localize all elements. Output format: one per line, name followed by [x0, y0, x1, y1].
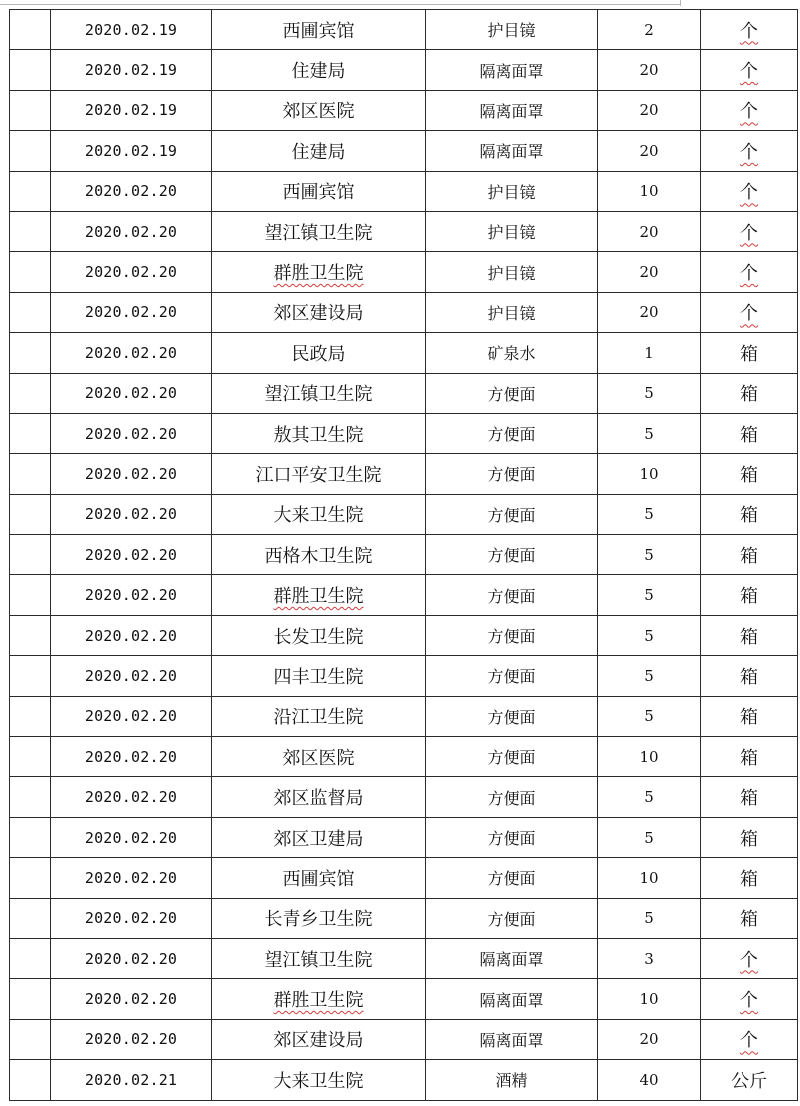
recipient-cell: 西格木卫生院 [212, 535, 426, 575]
unit-cell: 个 [701, 979, 798, 1019]
quantity-cell: 10 [598, 858, 701, 898]
item-cell: 方便面 [426, 696, 598, 736]
date-cell: 2020.02.20 [51, 292, 212, 332]
unit-cell: 箱 [701, 696, 798, 736]
quantity-cell: 5 [598, 413, 701, 453]
recipient-cell: 敖其卫生院 [212, 413, 426, 453]
unit-cell: 个 [701, 50, 798, 90]
recipient-cell: 郊区医院 [212, 90, 426, 130]
quantity-cell: 20 [598, 292, 701, 332]
item-cell: 方便面 [426, 413, 598, 453]
unit-cell: 个 [701, 938, 798, 978]
blank-cell [10, 938, 51, 978]
date-cell: 2020.02.20 [51, 938, 212, 978]
recipient-cell: 郊区建设局 [212, 1019, 426, 1059]
table-row [10, 1060, 798, 1100]
blank-cell [10, 737, 51, 777]
quantity-cell: 20 [598, 90, 701, 130]
unit-cell: 个 [701, 252, 798, 292]
quantity-cell: 10 [598, 171, 701, 211]
recipient-cell: 西圃宾馆 [212, 10, 426, 50]
recipient-cell: 郊区医院 [212, 737, 426, 777]
blank-cell [10, 10, 51, 50]
quantity-cell: 5 [598, 575, 701, 615]
table-row [10, 696, 798, 736]
unit-cell: 个 [701, 10, 798, 50]
table-row [10, 131, 798, 171]
blank-cell [10, 211, 51, 251]
quantity-cell: 10 [598, 979, 701, 1019]
table-row [10, 90, 798, 130]
item-cell: 护目镜 [426, 211, 598, 251]
recipient-cell: 郊区建设局 [212, 292, 426, 332]
table-row [10, 938, 798, 978]
blank-cell [10, 817, 51, 857]
unit-cell: 箱 [701, 898, 798, 938]
recipient-cell: 四丰卫生院 [212, 656, 426, 696]
table-row [10, 171, 798, 211]
blank-cell [10, 979, 51, 1019]
date-cell: 2020.02.20 [51, 333, 212, 373]
quantity-cell: 20 [598, 1019, 701, 1059]
unit-cell: 箱 [701, 373, 798, 413]
quantity-cell: 40 [598, 1060, 701, 1100]
date-cell: 2020.02.20 [51, 817, 212, 857]
recipient-cell: 住建局 [212, 131, 426, 171]
quantity-cell: 2 [598, 10, 701, 50]
quantity-cell: 5 [598, 817, 701, 857]
date-cell: 2020.02.19 [51, 90, 212, 130]
unit-cell: 箱 [701, 615, 798, 655]
item-cell: 护目镜 [426, 10, 598, 50]
recipient-cell: 江口平安卫生院 [212, 454, 426, 494]
date-cell: 2020.02.20 [51, 252, 212, 292]
date-cell: 2020.02.20 [51, 696, 212, 736]
quantity-cell: 10 [598, 454, 701, 494]
table-row [10, 858, 798, 898]
unit-cell: 箱 [701, 535, 798, 575]
item-cell: 方便面 [426, 575, 598, 615]
unit-cell: 个 [701, 171, 798, 211]
date-cell: 2020.02.20 [51, 656, 212, 696]
table-row [10, 292, 798, 332]
unit-cell: 公斤 [701, 1060, 798, 1100]
blank-cell [10, 292, 51, 332]
item-cell: 方便面 [426, 535, 598, 575]
blank-cell [10, 575, 51, 615]
date-cell: 2020.02.19 [51, 50, 212, 90]
blank-cell [10, 413, 51, 453]
date-cell: 2020.02.20 [51, 858, 212, 898]
recipient-cell: 望江镇卫生院 [212, 938, 426, 978]
recipient-cell: 沿江卫生院 [212, 696, 426, 736]
blank-cell [10, 454, 51, 494]
blank-cell [10, 656, 51, 696]
date-cell: 2020.02.20 [51, 413, 212, 453]
date-cell: 2020.02.20 [51, 737, 212, 777]
item-cell: 护目镜 [426, 171, 598, 211]
table-row [10, 979, 798, 1019]
unit-cell: 箱 [701, 575, 798, 615]
item-cell: 方便面 [426, 817, 598, 857]
recipient-cell: 群胜卫生院 [212, 575, 426, 615]
quantity-cell: 5 [598, 898, 701, 938]
recipient-cell: 大来卫生院 [212, 1060, 426, 1100]
blank-cell [10, 333, 51, 373]
recipient-cell: 郊区卫建局 [212, 817, 426, 857]
table-row [10, 454, 798, 494]
blank-cell [10, 858, 51, 898]
table-row [10, 10, 798, 50]
item-cell: 隔离面罩 [426, 50, 598, 90]
unit-cell: 箱 [701, 333, 798, 373]
unit-cell: 箱 [701, 413, 798, 453]
recipient-cell: 大来卫生院 [212, 494, 426, 534]
table-row [10, 494, 798, 534]
quantity-cell: 1 [598, 333, 701, 373]
recipient-cell: 西圃宾馆 [212, 858, 426, 898]
blank-cell [10, 696, 51, 736]
table-row [10, 575, 798, 615]
date-cell: 2020.02.20 [51, 494, 212, 534]
quantity-cell: 5 [598, 615, 701, 655]
quantity-cell: 5 [598, 656, 701, 696]
recipient-cell: 长青乡卫生院 [212, 898, 426, 938]
table-row [10, 737, 798, 777]
unit-cell: 箱 [701, 858, 798, 898]
quantity-cell: 10 [598, 737, 701, 777]
date-cell: 2020.02.20 [51, 898, 212, 938]
recipient-cell: 民政局 [212, 333, 426, 373]
recipient-cell: 群胜卫生院 [212, 252, 426, 292]
item-cell: 矿泉水 [426, 333, 598, 373]
item-cell: 酒精 [426, 1060, 598, 1100]
item-cell: 方便面 [426, 898, 598, 938]
quantity-cell: 20 [598, 252, 701, 292]
item-cell: 隔离面罩 [426, 90, 598, 130]
item-cell: 护目镜 [426, 252, 598, 292]
quantity-cell: 5 [598, 373, 701, 413]
date-cell: 2020.02.20 [51, 575, 212, 615]
table-row [10, 211, 798, 251]
item-cell: 方便面 [426, 615, 598, 655]
unit-cell: 个 [701, 131, 798, 171]
blank-cell [10, 1019, 51, 1059]
recipient-cell: 群胜卫生院 [212, 979, 426, 1019]
quantity-cell: 5 [598, 494, 701, 534]
unit-cell: 个 [701, 292, 798, 332]
item-cell: 方便面 [426, 777, 598, 817]
item-cell: 隔离面罩 [426, 938, 598, 978]
distribution-table [9, 9, 798, 1101]
table-row [10, 898, 798, 938]
blank-cell [10, 898, 51, 938]
recipient-cell: 望江镇卫生院 [212, 373, 426, 413]
blank-cell [10, 494, 51, 534]
blank-cell [10, 373, 51, 413]
unit-cell: 个 [701, 211, 798, 251]
blank-cell [10, 535, 51, 575]
date-cell: 2020.02.20 [51, 211, 212, 251]
table-row [10, 1019, 798, 1059]
table-row [10, 373, 798, 413]
item-cell: 方便面 [426, 373, 598, 413]
blank-cell [10, 90, 51, 130]
quantity-cell: 20 [598, 131, 701, 171]
page-top-rule [0, 4, 680, 5]
date-cell: 2020.02.20 [51, 373, 212, 413]
date-cell: 2020.02.19 [51, 10, 212, 50]
blank-cell [10, 615, 51, 655]
table-row [10, 50, 798, 90]
blank-cell [10, 1060, 51, 1100]
quantity-cell: 5 [598, 696, 701, 736]
date-cell: 2020.02.20 [51, 171, 212, 211]
blank-cell [10, 252, 51, 292]
unit-cell: 箱 [701, 494, 798, 534]
date-cell: 2020.02.20 [51, 979, 212, 1019]
quantity-cell: 5 [598, 777, 701, 817]
recipient-cell: 长发卫生院 [212, 615, 426, 655]
recipient-cell: 住建局 [212, 50, 426, 90]
unit-cell: 箱 [701, 454, 798, 494]
date-cell: 2020.02.20 [51, 454, 212, 494]
unit-cell: 箱 [701, 817, 798, 857]
date-cell: 2020.02.20 [51, 1019, 212, 1059]
table-row [10, 413, 798, 453]
item-cell: 方便面 [426, 858, 598, 898]
quantity-cell: 20 [598, 50, 701, 90]
recipient-cell: 郊区监督局 [212, 777, 426, 817]
quantity-cell: 5 [598, 535, 701, 575]
item-cell: 方便面 [426, 494, 598, 534]
table-body [10, 10, 798, 1101]
recipient-cell: 西圃宾馆 [212, 171, 426, 211]
item-cell: 方便面 [426, 454, 598, 494]
date-cell: 2020.02.20 [51, 535, 212, 575]
recipient-cell: 望江镇卫生院 [212, 211, 426, 251]
blank-cell [10, 171, 51, 211]
item-cell: 隔离面罩 [426, 1019, 598, 1059]
unit-cell: 箱 [701, 777, 798, 817]
table-row [10, 656, 798, 696]
unit-cell: 个 [701, 1019, 798, 1059]
item-cell: 隔离面罩 [426, 979, 598, 1019]
table-row [10, 817, 798, 857]
date-cell: 2020.02.21 [51, 1060, 212, 1100]
item-cell: 方便面 [426, 656, 598, 696]
table-row [10, 252, 798, 292]
unit-cell: 箱 [701, 737, 798, 777]
blank-cell [10, 777, 51, 817]
item-cell: 方便面 [426, 737, 598, 777]
page-corner-mark [680, 0, 681, 6]
quantity-cell: 3 [598, 938, 701, 978]
unit-cell: 个 [701, 90, 798, 130]
table-row [10, 535, 798, 575]
blank-cell [10, 50, 51, 90]
item-cell: 护目镜 [426, 292, 598, 332]
quantity-cell: 20 [598, 211, 701, 251]
date-cell: 2020.02.20 [51, 615, 212, 655]
blank-cell [10, 131, 51, 171]
date-cell: 2020.02.20 [51, 777, 212, 817]
item-cell: 隔离面罩 [426, 131, 598, 171]
table-row [10, 777, 798, 817]
table-row [10, 615, 798, 655]
date-cell: 2020.02.19 [51, 131, 212, 171]
table-row [10, 333, 798, 373]
unit-cell: 箱 [701, 656, 798, 696]
